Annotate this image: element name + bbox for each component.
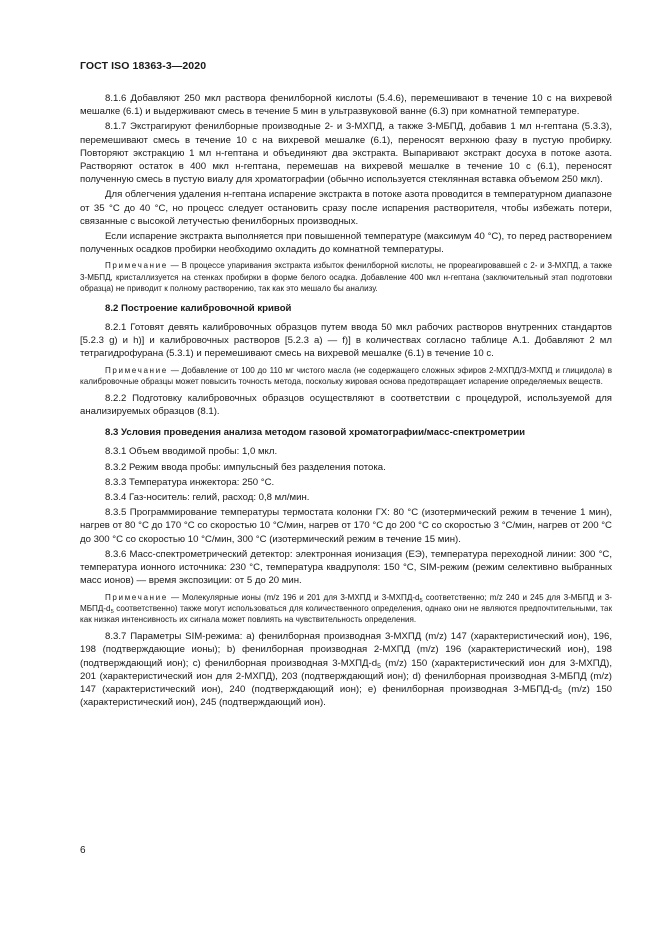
page-number: 6 xyxy=(80,845,86,856)
paragraph-text: (m/z) 150 (характеристический ион), 245 (подтверждающий ион). xyxy=(80,683,612,709)
note-3 xyxy=(80,592,612,626)
subscript: 5 xyxy=(110,608,114,615)
note-text: — В процессе упаривания экстракта избыток фенилборной кислоты, не прореагировавшей с 2- и 3-МХПД, а также 3-МБПД, кристаллизуется на стенках пробирки в форме белого осадка. Добавление 400 мкл н-гептана (заключительный этап подготовки образца) не приводит к полному растворению, так как это мешало бы анализу. xyxy=(80,261,612,293)
document-body xyxy=(80,92,612,711)
paragraph-8-3-5: 8.3.5 Программирование температуры термостата колонки ГХ: 80 °С (изотермический режим в течение 1 мин), нагрев от 80 °С до 170 °С со скоростью 10 °С/мин, нагрев от 170 °С до 200 °С со скоростью 3 °С/мин, нагрев от 200 °С до 300 °С со скоростью 10 °С/мин, 300 °С (изотермический режим в течение 15 мин). xyxy=(80,507,612,545)
paragraph-8-1-6: 8.1.6 Добавляют 250 мкл раствора фенилборной кислоты (5.4.6), перемешивают в течение 10 с на вихревой мешалке (6.1) и выдерживают смесь в течение 5 мин в ультразвуковой ванне (6.3) при комнатной температуре. xyxy=(80,93,612,118)
note-2 xyxy=(80,365,612,387)
section-heading-8-3: 8.3 Условия проведения анализа методом газовой хроматографии/масс-спектрометрии xyxy=(105,427,526,439)
subscript: 5 xyxy=(558,688,562,696)
subscript: 5 xyxy=(377,662,381,670)
paragraph-8-3-6: 8.3.6 Масс-спектрометрический детектор: электронная ионизация (ЕЭ), температура переходной линии: 300 °С, температура ионного источника: 230 °С, температура квадруполя: 150 °С, SIM-режим (режим селективно выбранных масс ионов) — время экспозиции: от 5 до 20 мин. xyxy=(80,548,612,587)
paragraph-8-3-3: 8.3.3 Температура инжектора: 250 °С. xyxy=(105,476,275,488)
note-label: Примечание xyxy=(105,365,168,375)
section-heading-8-2: 8.2 Построение калибровочной кривой xyxy=(105,303,292,315)
note-text: соответственно) также могут использоваться для количественного определения, однако они не являются предпочтительными, так как низкая интенсивность их сигнала может повлиять на чувствительность определения. xyxy=(80,603,612,624)
note-text: — Молекулярные ионы (m/z 196 и 201 для 3-МХПД и 3-МХПД-d xyxy=(167,592,420,602)
paragraph-text: (m/z) 150 (характеристический ион для 3-МХПД), 201 (характеристический ион для 2-МХПД), 203 (подтверждающий ион); d) фенилборная производная 3-МБПД (m/z) 147 (характеристический ион), 240 (подтверждающий ион); е) фенилборная производная 3-МБПД-d xyxy=(80,657,613,695)
note-1 xyxy=(80,260,612,294)
paragraph-8-3-7 xyxy=(80,630,612,709)
paragraph-8-3-4: 8.3.4 Газ-носитель: гелий, расход: 0,8 мл/мин. xyxy=(105,492,310,504)
paragraph-evaporation-cooling: Если испарение экстракта выполняется при повышенной температуре (максимум 40 °С), то перед растворением полученных осадков пробирки необходимо охладить до комнатной температуры. xyxy=(80,231,612,256)
paragraph-8-3-1: 8.3.1 Объем вводимой пробы: 1,0 мкл. xyxy=(105,446,278,458)
paragraph-8-1-7: 8.1.7 Экстрагируют фенилборные производные 2- и 3-МХПД, а также 3-МБПД, добавив 1 мл н-гептана (5.3.3), перемешивают смесь в течение 10 с на вихревой мешалке (6.1), переносят верхнюю фазу в пустую пробирку. Повторяют экстракцию 1 мл н-гептана и объединяют два экстракта. Выпаривают экстракт досуха в потоке азота. Растворяют остаток в 400 мкл н-гептана, перемешав на вихревой мешалке в течение 10 с (6.1), переносят полученную смесь в пустую виалу для хроматографии (обычно используется стеклянная вставка объемом 250 мкл). xyxy=(80,121,612,186)
paragraph-8-3-2: 8.3.2 Режим ввода пробы: импульсный без разделения потока. xyxy=(105,461,386,473)
paragraph-8-2-2: 8.2.2 Подготовку калибровочных образцов осуществляют в соответствии с процедурой, используемой для анализируемых образцов (8.1). xyxy=(80,393,612,418)
note-text: соответственно; m/z 240 и 245 для 3-МБПД и 3-МБПД-d xyxy=(80,592,613,613)
paragraph-8-2-1: 8.2.1 Готовят девять калибровочных образцов путем ввода 50 мкл рабочих растворов внутренних стандартов [5.2.3 g) и h)] и калибровочных растворов [5.2.3 а) — f)] в количествах согласно таблице А.1. Добавляют 2 мл тетрагидрофурана (5.3.1) и перемешивают смесь на вихревой мешалке (6.1) в течение 10 с. xyxy=(80,322,612,360)
note-label: Примечание xyxy=(105,592,168,602)
subscript: 5 xyxy=(419,597,423,604)
paragraph-text: 8.3.7 Параметры SIM-режима: а) фенилборная производная 3-МХПД (m/z) 147 (характеристический ион), 196, 198 (подтверждающие ионы); b) фенилборная производная 2-МХПД (m/z) 196 (характеристический ион), 198 (подтверждающий ион); с) фенилборная производная 3-МХПД-d xyxy=(80,631,612,669)
note-text: — Добавление от 100 до 110 мг чистого масла (не содержащего сложных эфиров 2-МХПД/3-МХПД и глицидола) в калибровочные образцы может повысить точность метода, поскольку жировая основа предотвращает испарение определяемых веществ. xyxy=(80,365,612,386)
document-header: ГОСТ ISO 18363-3—2020 xyxy=(80,60,207,72)
paragraph-evaporation-temperature: Для облегчения удаления н-гептана испарение экстракта в потоке азота проводится в температурном диапазоне от 35 °С до 40 °С, но процесс следует остановить сразу после испарения растворителя, чтобы избежать потери, связанные с высокой летучестью фенилборных производных. xyxy=(80,189,612,227)
note-label: Примечание xyxy=(105,261,168,271)
